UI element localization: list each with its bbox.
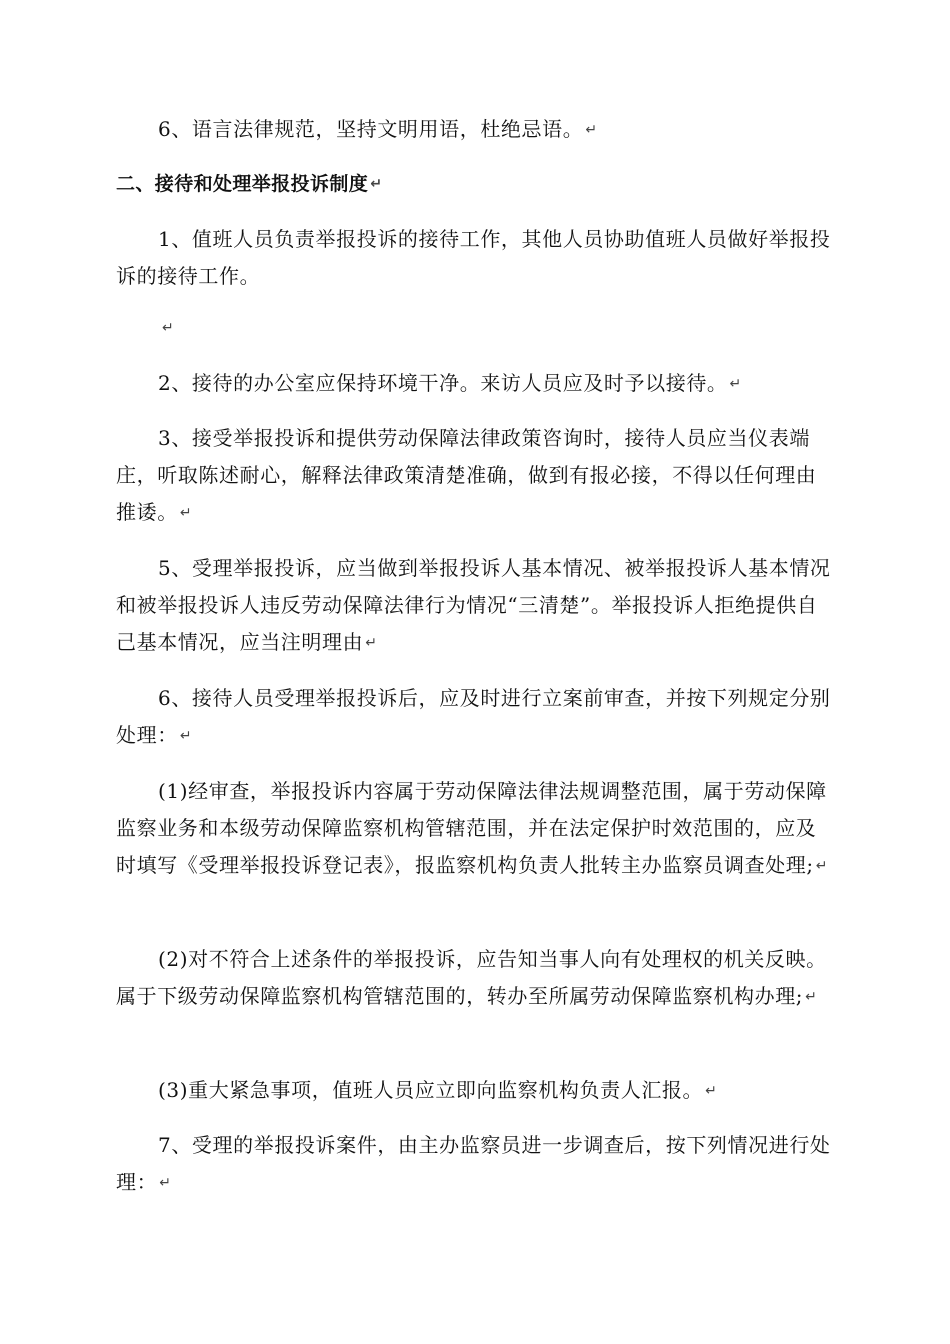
paragraph-text: 7、受理的举报投诉案件，由主办监察员进一步调查后，按下列情况进行处理： (116, 1133, 831, 1194)
paragraph-text: 6、接待人员受理举报投诉后，应及时进行立案前审查，并按下列规定分别处理： (116, 686, 831, 747)
section-heading (116, 166, 836, 203)
paragraph-mark-icon: ↵ (370, 176, 382, 192)
paragraph-3 (116, 420, 836, 532)
paragraph-text: (2)对不符合上述条件的举报投诉，应告知当事人向有处理权的机关反映。属于下级劳动保障监察机构管辖范围的，转办至所属劳动保障监察机构办理; (116, 947, 827, 1008)
empty-paragraph-mark-icon: ↵ (162, 320, 174, 336)
paragraph-text: (3)重大紧急事项，值班人员应立即向监察机构负责人汇报。 (158, 1078, 704, 1102)
paragraph-rule-6 (116, 111, 836, 149)
paragraph-text: 3、接受举报投诉和提供劳动保障法律政策咨询时，接待人员应当仪表端庄，听取陈述耐心，解释法律政策清楚准确，做到有报必接，不得以任何理由推诿。 (116, 426, 817, 524)
paragraph-1 (116, 221, 836, 295)
paragraph-mark-icon: ↵ (585, 122, 598, 138)
paragraph-text: 6、语言法律规范，坚持文明用语，杜绝忌语。 (158, 117, 584, 141)
paragraph-text: 2、接待的办公室应保持环境干净。来访人员应及时予以接待。 (158, 371, 728, 395)
paragraph-mark-icon: ↵ (729, 376, 742, 392)
paragraph-6-3 (116, 1072, 836, 1110)
paragraph-mark-icon: ↵ (815, 858, 828, 874)
paragraph-2 (116, 365, 836, 403)
paragraph-mark-icon: ↵ (159, 1175, 171, 1191)
heading-text: 二、接待和处理举报投诉制度 (116, 173, 369, 195)
paragraph-6 (116, 680, 836, 755)
paragraph-5 (116, 550, 836, 662)
paragraph-mark-icon: ↵ (179, 728, 192, 744)
paragraph-mark-icon: ↵ (705, 1083, 717, 1099)
paragraph-mark-icon: ↵ (179, 505, 192, 521)
paragraph-6-1 (116, 773, 836, 885)
paragraph-mark-icon: ↵ (365, 635, 377, 651)
paragraph-text: 5、受理举报投诉，应当做到举报投诉人基本情况、被举报投诉人基本情况和被举报投诉人违反劳动保障法律行为情况“三清楚”。举报投诉人拒绝提供自己基本情况，应当注明理由 (116, 556, 831, 654)
paragraph-mark-icon: ↵ (805, 989, 817, 1005)
paragraph-text: 1、值班人员负责举报投诉的接待工作，其他人员协助值班人员做好举报投诉的接待工作。 (116, 227, 831, 288)
paragraph-text: (1)经审查，举报投诉内容属于劳动保障法律法规调整范围，属于劳动保障监察业务和本级劳动保障监察机构管辖范围，并在法定保护时效范围的，应及时填写《受理举报投诉登记表》，报监察机构负责人批转主办监察员调查处理; (116, 779, 827, 877)
paragraph-6-2 (116, 941, 836, 1016)
paragraph-7 (116, 1127, 836, 1202)
